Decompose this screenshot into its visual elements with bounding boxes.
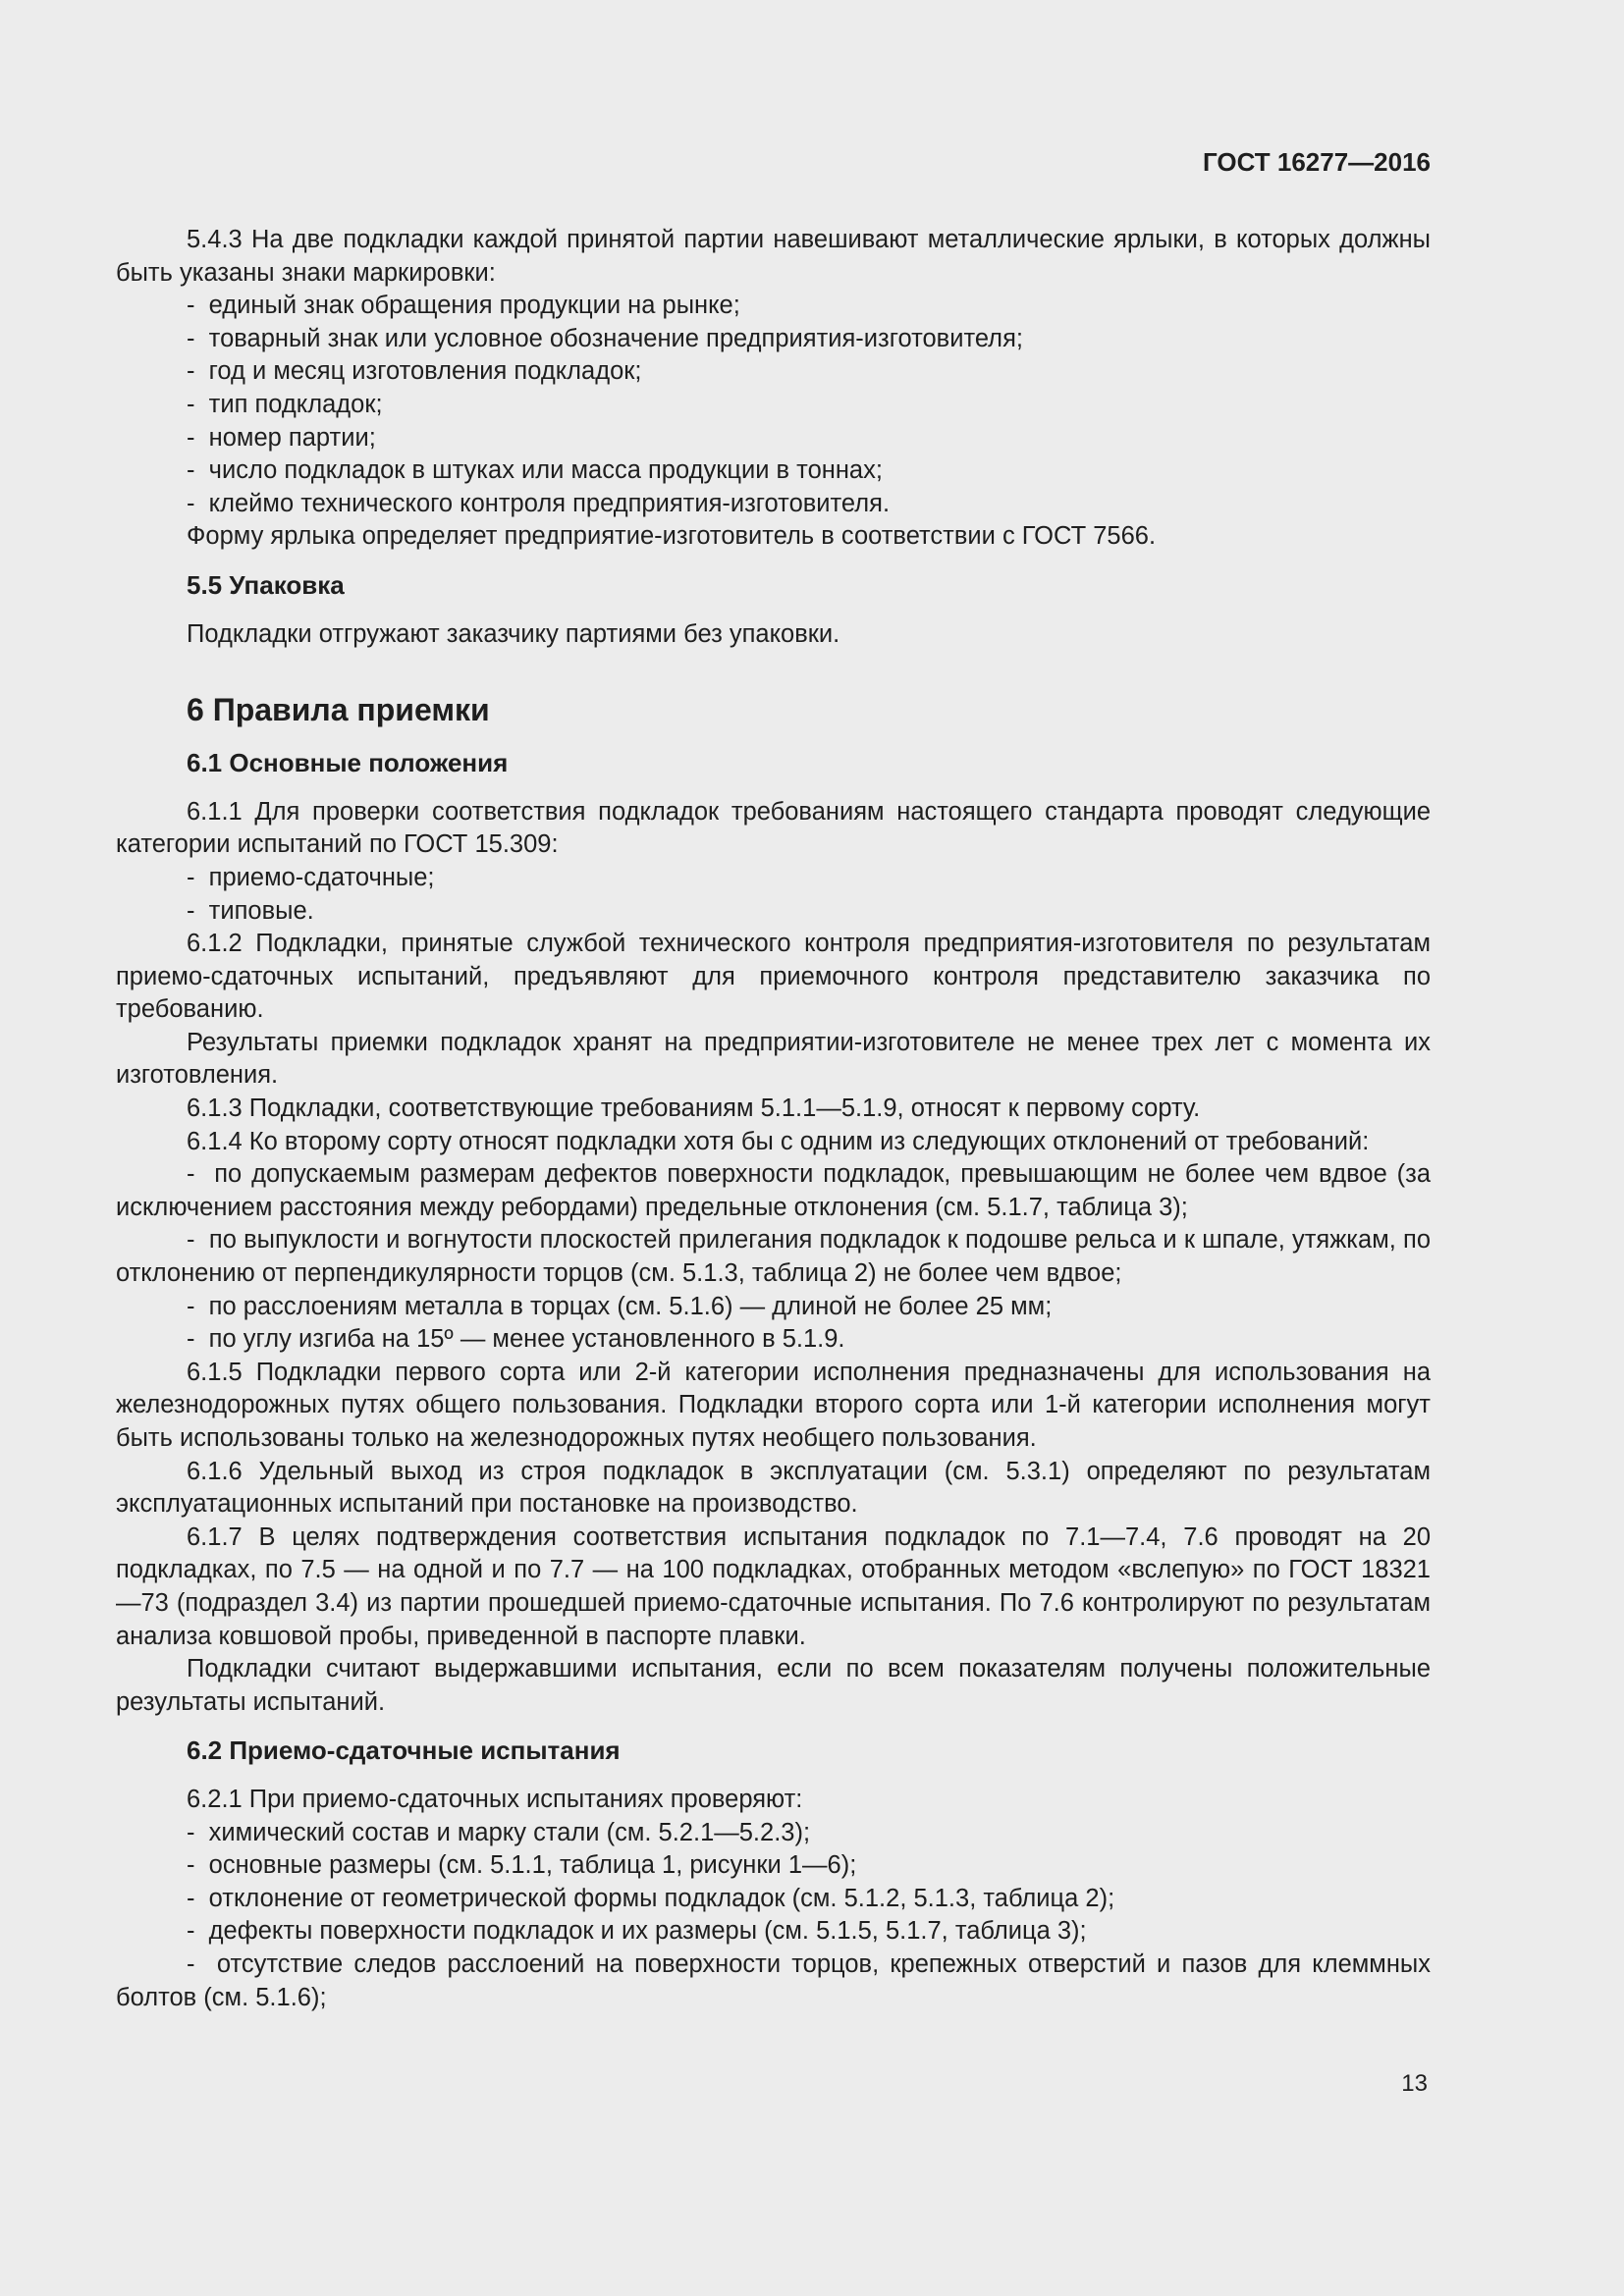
paragraph-5-4-3: 5.4.3 На две подкладки каждой принятой партии навешивают металлические ярлыки, в которых должны быть указаны знаки маркировки: <box>116 226 1431 287</box>
list-item: - год и месяц изготовления подкладок; <box>116 355 1431 389</box>
paragraph-6-1-7-results: Подкладки считают выдержавшими испытания, если по всем показателям получены положительные результаты испытаний. <box>116 1655 1431 1716</box>
paragraph-6-1-7: 6.1.7 В целях подтверждения соответствия испытания подкладок по 7.1—7.4, 7.6 проводят на 20 подкладках, по 7.5 — на одной и по 7.7 — на 100 подкладках, отобранных методом «вслепую» по ГОСТ 18321—73 (подраздел 3.4) из партии прошедшей приемо-сдаточные испытания. По 7.6 контролируют по результатам анализа ковшовой пробы, приведенной в паспорте плавки. <box>116 1522 1431 1650</box>
list-item: - химический состав и марку стали (см. 5.2.1—5.2.3); <box>116 1817 1431 1850</box>
heading-6: 6 Правила приемки <box>187 692 490 728</box>
paragraph-6-2-1: 6.2.1 При приемо-сдаточных испытаниях проверяют: <box>187 1785 803 1813</box>
paragraph-6-1-4: 6.1.4 Ко второму сорту относят подкладки хотя бы с одним из следующих отклонений от требований: <box>187 1127 1370 1155</box>
list-item: - по углу изгиба на 15º — менее установленного в 5.1.9. <box>116 1323 1431 1357</box>
heading-5-5: 5.5 Упаковка <box>187 569 345 600</box>
list-item: - клеймо технического контроля предприятия-изготовителя. <box>116 488 1431 521</box>
list-item: - по выпуклости и вогнутости плоскостей прилегания подкладок к подошве рельса и к шпале, утяжкам, по отклонению от перпендикулярности торцов (см. 5.1.3, таблица 2) не более чем вдвое; <box>116 1224 1431 1290</box>
list-item: - дефекты поверхности подкладок и их размеры (см. 5.1.5, 5.1.7, таблица 3); <box>116 1915 1431 1949</box>
list-item: - тип подкладок; <box>116 389 1431 422</box>
page-content <box>116 224 1431 2014</box>
list-item: - отклонение от геометрической формы подкладок (см. 5.1.2, 5.1.3, таблица 2); <box>116 1883 1431 1916</box>
paragraph-6-1-1: 6.1.1 Для проверки соответствия подкладок требованиям настоящего стандарта проводят следующие категории испытаний по ГОСТ 15.309: <box>116 797 1431 859</box>
list-item: - номер партии; <box>116 422 1431 455</box>
paragraph-6-1-6: 6.1.6 Удельный выход из строя подкладок в эксплуатации (см. 5.3.1) определяют по результатам эксплуатационных испытаний при постановке на производство. <box>116 1457 1431 1519</box>
paragraph-6-1-5: 6.1.5 Подкладки первого сорта или 2-й категории исполнения предназначены для использования на железнодорожных путях общего пользования. Подкладки второго сорта или 1-й категории исполнения могут быть использованы только на железнодорожных путях необщего пользования. <box>116 1358 1431 1452</box>
list-item: - число подкладок в штуках или масса продукции в тоннах; <box>116 454 1431 488</box>
paragraph-6-1-2-results: Результаты приемки подкладок хранят на предприятии-изготовителе не менее трех лет с момента их изготовления. <box>116 1028 1431 1090</box>
list-item: - по расслоениям металла в торцах (см. 5.1.6) — длиной не более 25 мм; <box>116 1291 1431 1324</box>
page-number: 13 <box>1401 2070 1428 2097</box>
list-item: - типовые. <box>116 895 1431 929</box>
document-header: ГОСТ 16277—2016 <box>1203 147 1431 177</box>
heading-6-2: 6.2 Приемо-сдаточные испытания <box>187 1735 621 1766</box>
list-item: - приемо-сдаточные; <box>116 862 1431 895</box>
paragraph-6-1-3: 6.1.3 Подкладки, соответствующие требованиям 5.1.1—5.1.9, относят к первому сорту. <box>187 1095 1201 1123</box>
heading-6-1: 6.1 Основные положения <box>187 748 509 778</box>
list-item: - товарный знак или условное обозначение предприятия-изготовителя; <box>116 323 1431 356</box>
paragraph-label-form: Форму ярлыка определяет предприятие-изготовитель в соответствии с ГОСТ 7566. <box>187 522 1157 551</box>
paragraph-6-1-2: 6.1.2 Подкладки, принятые службой технического контроля предприятия-изготовителя по результатам приемо-сдаточных испытаний, предъявляют для приемочного контроля представителю заказчика по требованию. <box>116 930 1431 1024</box>
list-item: - основные размеры (см. 5.1.1, таблица 1, рисунки 1—6); <box>116 1849 1431 1883</box>
paragraph-5-5: Подкладки отгружают заказчику партиями без упаковки. <box>187 619 840 648</box>
list-item: - отсутствие следов расслоений на поверхности торцов, крепежных отверстий и пазов для клеммных болтов (см. 5.1.6); <box>116 1949 1431 2014</box>
list-item: - единый знак обращения продукции на рынке; <box>116 290 1431 323</box>
list-item: - по допускаемым размерам дефектов поверхности подкладок, превышающим не более чем вдвое (за исключением расстояния между ребордами) предельные отклонения (см. 5.1.7, таблица 3); <box>116 1158 1431 1224</box>
marking-list <box>116 290 1431 520</box>
